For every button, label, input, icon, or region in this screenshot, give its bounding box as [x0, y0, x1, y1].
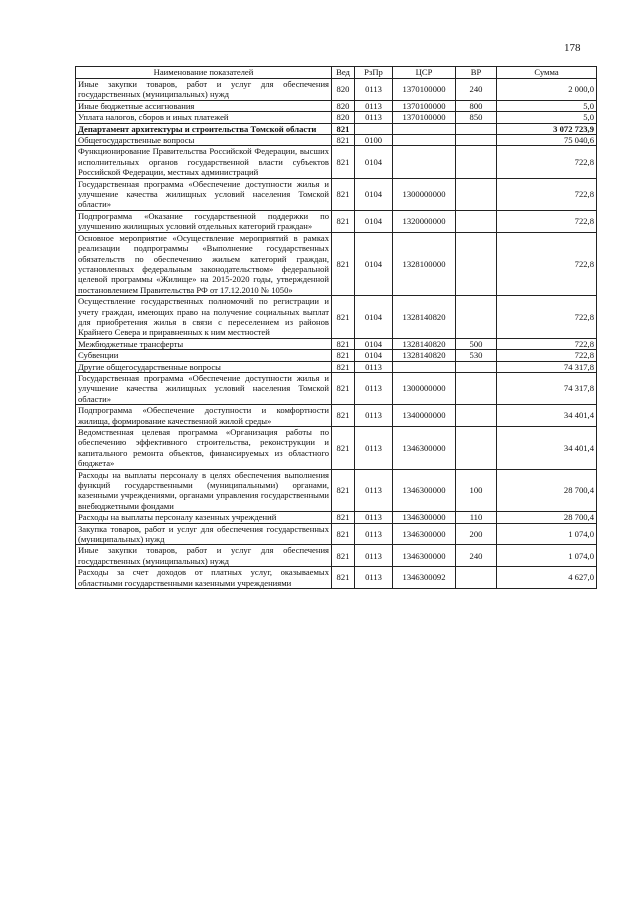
- table-row: [76, 135, 597, 146]
- cell-sum: 722,8: [497, 350, 597, 361]
- cell-vr: 100: [456, 469, 497, 512]
- cell-sum: 1 074,0: [497, 545, 597, 567]
- cell-rzpr: 0113: [355, 372, 393, 404]
- cell-csr: [393, 146, 456, 178]
- cell-vr: [456, 405, 497, 427]
- cell-sum: 722,8: [497, 210, 597, 232]
- cell-rzpr: 0113: [355, 523, 393, 545]
- table-row: [76, 523, 597, 545]
- cell-ved: 821: [332, 350, 355, 361]
- table-row: [76, 338, 597, 349]
- cell-ved: 821: [332, 178, 355, 210]
- table-row: [76, 372, 597, 404]
- cell-name: Иные закупки товаров, работ и услуг для обеспечения государственных (муниципальных) нужд: [76, 545, 332, 567]
- cell-rzpr: 0104: [355, 232, 393, 295]
- cell-rzpr: 0104: [355, 338, 393, 349]
- cell-csr: 1370100000: [393, 79, 456, 101]
- table-row: [76, 567, 597, 589]
- cell-vr: 850: [456, 112, 497, 123]
- cell-vr: [456, 427, 497, 470]
- cell-vr: [456, 178, 497, 210]
- cell-vr: [456, 567, 497, 589]
- column-header-ved: Вед: [332, 67, 355, 79]
- cell-sum: 74 317,8: [497, 361, 597, 372]
- cell-csr: 1328140820: [393, 350, 456, 361]
- table-row: [76, 350, 597, 361]
- cell-rzpr: 0113: [355, 545, 393, 567]
- cell-csr: [393, 361, 456, 372]
- cell-name: Иные закупки товаров, работ и услуг для обеспечения государственных (муниципальных) нужд: [76, 79, 332, 101]
- cell-sum: 722,8: [497, 338, 597, 349]
- column-header-csr: ЦСР: [393, 67, 456, 79]
- cell-vr: [456, 232, 497, 295]
- cell-ved: 820: [332, 79, 355, 101]
- cell-ved: 821: [332, 146, 355, 178]
- cell-csr: 1328140820: [393, 296, 456, 339]
- cell-ved: 821: [332, 469, 355, 512]
- table-row: [76, 123, 597, 134]
- cell-sum: 75 040,6: [497, 135, 597, 146]
- cell-name: Расходы на выплаты персоналу в целях обеспечения выполнения функций государственными (муниципальными) органами, казенными учреждениями, органами управления государственными внебюджетными фондами: [76, 469, 332, 512]
- cell-sum: 28 700,4: [497, 512, 597, 523]
- cell-csr: 1346300000: [393, 427, 456, 470]
- cell-rzpr: 0104: [355, 350, 393, 361]
- cell-sum: 5,0: [497, 100, 597, 111]
- cell-sum: 74 317,8: [497, 372, 597, 404]
- cell-name: Межбюджетные трансферты: [76, 338, 332, 349]
- cell-rzpr: [355, 123, 393, 134]
- cell-name: Подпрограмма «Оказание государственной поддержки по улучшению жилищных условий отдельных категорий граждан»: [76, 210, 332, 232]
- cell-rzpr: 0104: [355, 296, 393, 339]
- cell-vr: 200: [456, 523, 497, 545]
- cell-csr: [393, 123, 456, 134]
- cell-vr: 240: [456, 545, 497, 567]
- cell-name: Иные бюджетные ассигнования: [76, 100, 332, 111]
- cell-csr: 1346300000: [393, 469, 456, 512]
- cell-rzpr: 0113: [355, 512, 393, 523]
- column-header-vr: ВР: [456, 67, 497, 79]
- cell-name: Подпрограмма «Обеспечение доступности и комфортности жилища, формирование качественной жилой среды»: [76, 405, 332, 427]
- table-row: [76, 545, 597, 567]
- table-row: [76, 469, 597, 512]
- cell-name: Государственная программа «Обеспечение доступности жилья и улучшение качества жилищных условий населения Томской области»: [76, 372, 332, 404]
- cell-rzpr: 0113: [355, 100, 393, 111]
- cell-ved: 821: [332, 361, 355, 372]
- cell-csr: 1340000000: [393, 405, 456, 427]
- cell-csr: 1346300000: [393, 545, 456, 567]
- cell-csr: 1346300000: [393, 523, 456, 545]
- cell-rzpr: 0113: [355, 112, 393, 123]
- cell-vr: [456, 146, 497, 178]
- cell-name: Осуществление государственных полномочий по регистрации и учету граждан, имеющих право на получение социальных выплат для приобретения жилья в связи с переселением из районов Крайнего Севера и приравненных к ним местностей: [76, 296, 332, 339]
- cell-name: Субвенции: [76, 350, 332, 361]
- cell-sum: 28 700,4: [497, 469, 597, 512]
- cell-sum: 722,8: [497, 146, 597, 178]
- cell-name: Закупка товаров, работ и услуг для обеспечения государственных (муниципальных) нужд: [76, 523, 332, 545]
- table-row: [76, 146, 597, 178]
- cell-vr: 500: [456, 338, 497, 349]
- cell-sum: 4 627,0: [497, 567, 597, 589]
- table-row: [76, 100, 597, 111]
- cell-name: Другие общегосударственные вопросы: [76, 361, 332, 372]
- cell-ved: 821: [332, 512, 355, 523]
- cell-ved: 821: [332, 232, 355, 295]
- cell-sum: 722,8: [497, 296, 597, 339]
- cell-vr: 240: [456, 79, 497, 101]
- cell-sum: 722,8: [497, 232, 597, 295]
- cell-vr: [456, 135, 497, 146]
- cell-ved: 821: [332, 338, 355, 349]
- cell-csr: [393, 135, 456, 146]
- cell-csr: 1346300092: [393, 567, 456, 589]
- cell-ved: 820: [332, 100, 355, 111]
- cell-sum: 34 401,4: [497, 427, 597, 470]
- cell-sum: 34 401,4: [497, 405, 597, 427]
- cell-vr: [456, 210, 497, 232]
- cell-rzpr: 0104: [355, 210, 393, 232]
- cell-rzpr: 0113: [355, 469, 393, 512]
- cell-csr: 1300000000: [393, 372, 456, 404]
- cell-rzpr: 0113: [355, 427, 393, 470]
- cell-ved: 821: [332, 210, 355, 232]
- cell-sum: 722,8: [497, 178, 597, 210]
- cell-vr: 800: [456, 100, 497, 111]
- cell-ved: 821: [332, 567, 355, 589]
- cell-vr: 110: [456, 512, 497, 523]
- cell-csr: 1300000000: [393, 178, 456, 210]
- cell-csr: 1328100000: [393, 232, 456, 295]
- cell-vr: [456, 372, 497, 404]
- table-header-row: [76, 67, 597, 79]
- cell-name: Департамент архитектуры и строительства Томской области: [76, 123, 332, 134]
- cell-sum: 5,0: [497, 112, 597, 123]
- cell-ved: 821: [332, 372, 355, 404]
- table-row: [76, 296, 597, 339]
- table-row: [76, 512, 597, 523]
- page-number: 178: [564, 42, 581, 54]
- cell-rzpr: 0113: [355, 79, 393, 101]
- table-row: [76, 405, 597, 427]
- cell-name: Уплата налогов, сборов и иных платежей: [76, 112, 332, 123]
- cell-vr: [456, 123, 497, 134]
- table-row: [76, 427, 597, 470]
- cell-name: Функционирование Правительства Российской Федерации, высших исполнительных органов государственной власти субъектов Российской Федерации, местных администраций: [76, 146, 332, 178]
- cell-ved: 821: [332, 135, 355, 146]
- cell-csr: 1370100000: [393, 100, 456, 111]
- cell-rzpr: 0113: [355, 567, 393, 589]
- cell-rzpr: 0100: [355, 135, 393, 146]
- cell-name: Расходы за счет доходов от платных услуг, оказываемых областными государственными казенными учреждениями: [76, 567, 332, 589]
- table-row: [76, 79, 597, 101]
- cell-csr: 1370100000: [393, 112, 456, 123]
- cell-csr: 1320000000: [393, 210, 456, 232]
- cell-name: Расходы на выплаты персоналу казенных учреждений: [76, 512, 332, 523]
- cell-ved: 821: [332, 123, 355, 134]
- cell-ved: 821: [332, 545, 355, 567]
- cell-name: Основное мероприятие «Осуществление мероприятий в рамках реализации подпрограммы «Выполнение государственных обязательств по обеспечению жильем категорий граждан, установленных федеральным законодательством» федеральной целевой программы «Жилище» на 2015-2020 годы, утвержденной постановлением Правительства РФ от 17.12.2010 № 1050»: [76, 232, 332, 295]
- cell-ved: 821: [332, 296, 355, 339]
- column-header-sum: Сумма: [497, 67, 597, 79]
- cell-rzpr: 0113: [355, 405, 393, 427]
- cell-ved: 820: [332, 112, 355, 123]
- cell-vr: 530: [456, 350, 497, 361]
- table-row: [76, 361, 597, 372]
- cell-csr: 1346300000: [393, 512, 456, 523]
- cell-sum: 1 074,0: [497, 523, 597, 545]
- cell-ved: 821: [332, 405, 355, 427]
- cell-sum: 3 072 723,9: [497, 123, 597, 134]
- cell-ved: 821: [332, 427, 355, 470]
- cell-rzpr: 0104: [355, 146, 393, 178]
- cell-sum: 2 000,0: [497, 79, 597, 101]
- column-header-rzpr: РзПр: [355, 67, 393, 79]
- cell-name: Ведомственная целевая программа «Организация работы по обеспечению эффективного строительства, реконструкции и капитального ремонта объектов, финансируемых из областного бюджета»: [76, 427, 332, 470]
- table-row: [76, 210, 597, 232]
- cell-rzpr: 0113: [355, 361, 393, 372]
- cell-vr: [456, 296, 497, 339]
- cell-name: Общегосударственные вопросы: [76, 135, 332, 146]
- cell-vr: [456, 361, 497, 372]
- table-row: [76, 112, 597, 123]
- budget-table-body: [76, 79, 597, 589]
- table-row: [76, 178, 597, 210]
- cell-ved: 821: [332, 523, 355, 545]
- budget-table: [75, 66, 597, 589]
- table-row: [76, 232, 597, 295]
- cell-name: Государственная программа «Обеспечение доступности жилья и улучшение качества жилищных условий населения Томской области»: [76, 178, 332, 210]
- cell-csr: 1328140820: [393, 338, 456, 349]
- column-header-name: Наименование показателей: [76, 67, 332, 79]
- cell-rzpr: 0104: [355, 178, 393, 210]
